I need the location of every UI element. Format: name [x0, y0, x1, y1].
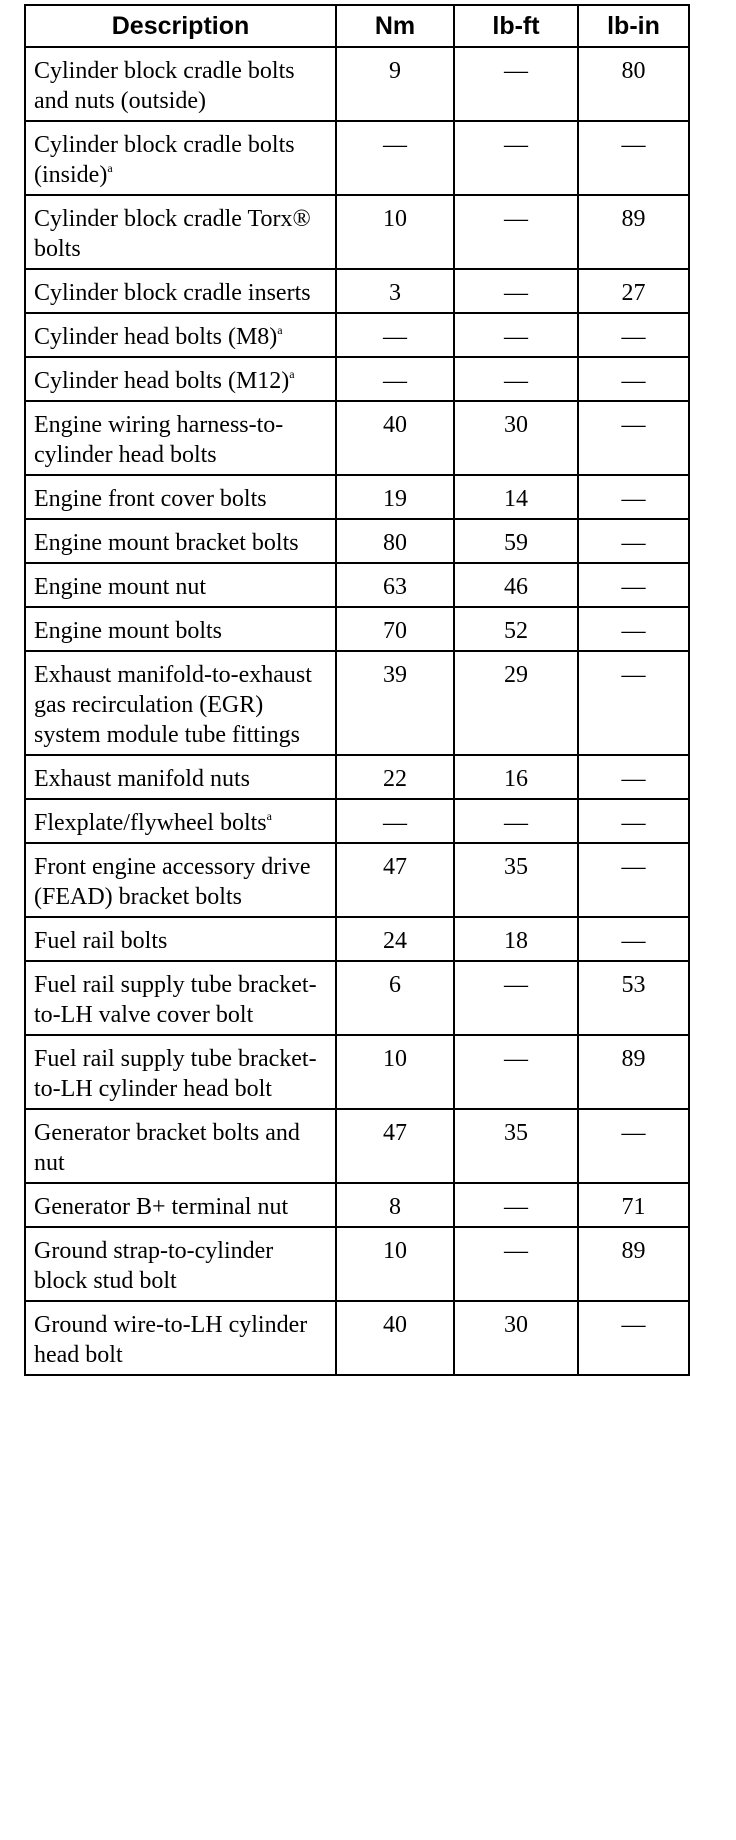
footnote-marker: a — [289, 367, 295, 381]
table-row — [25, 475, 689, 519]
nm-cell: 22 — [336, 755, 454, 799]
lb-in-cell: 89 — [578, 1035, 689, 1109]
lb-ft-cell: 30 — [454, 401, 578, 475]
lb-ft-cell: — — [454, 1183, 578, 1227]
table-row — [25, 651, 689, 755]
lb-ft-cell: 35 — [454, 843, 578, 917]
table-row — [25, 313, 689, 357]
lb-in-cell: 89 — [578, 195, 689, 269]
table-row — [25, 357, 689, 401]
table-row — [25, 917, 689, 961]
description-cell — [25, 961, 336, 1035]
table-row — [25, 121, 689, 195]
nm-cell: 3 — [336, 269, 454, 313]
lb-in-cell: 80 — [578, 47, 689, 121]
description-cell — [25, 1183, 336, 1227]
description-text: Cylinder block cradle inserts — [34, 280, 311, 306]
lb-in-cell: 71 — [578, 1183, 689, 1227]
table-row — [25, 1183, 689, 1227]
lb-ft-cell: 59 — [454, 519, 578, 563]
lb-ft-cell: 52 — [454, 607, 578, 651]
description-text: Exhaust manifold-to-exhaust gas recirculation (EGR) system module tube fittings — [34, 662, 312, 748]
description-text: Front engine accessory drive (FEAD) bracket bolts — [34, 854, 311, 910]
lb-in-cell: 27 — [578, 269, 689, 313]
lb-in-cell: — — [578, 1109, 689, 1183]
nm-cell: — — [336, 799, 454, 843]
nm-cell: 8 — [336, 1183, 454, 1227]
lb-ft-cell: — — [454, 799, 578, 843]
table-row — [25, 961, 689, 1035]
description-text: Fuel rail bolts — [34, 928, 168, 954]
description-cell — [25, 121, 336, 195]
nm-cell: 9 — [336, 47, 454, 121]
description-text: Engine front cover bolts — [34, 486, 267, 512]
nm-cell: 40 — [336, 401, 454, 475]
lb-in-cell: — — [578, 843, 689, 917]
description-text: Cylinder block cradle bolts (inside) — [34, 132, 295, 188]
lb-ft-cell: 16 — [454, 755, 578, 799]
lb-in-cell: — — [578, 563, 689, 607]
description-text: Cylinder block cradle bolts and nuts (outside) — [34, 58, 295, 114]
description-cell — [25, 475, 336, 519]
description-cell — [25, 1301, 336, 1375]
nm-cell: 10 — [336, 1035, 454, 1109]
lb-in-cell: — — [578, 313, 689, 357]
description-cell — [25, 755, 336, 799]
lb-in-cell: — — [578, 651, 689, 755]
table-row — [25, 843, 689, 917]
table-row — [25, 1109, 689, 1183]
nm-cell: 39 — [336, 651, 454, 755]
description-text: Fuel rail supply tube bracket-to-LH valve cover bolt — [34, 972, 317, 1028]
lb-in-cell: — — [578, 357, 689, 401]
description-cell — [25, 563, 336, 607]
description-text: Ground wire-to-LH cylinder head bolt — [34, 1312, 308, 1368]
table-row — [25, 519, 689, 563]
nm-cell: 19 — [336, 475, 454, 519]
lb-in-cell: — — [578, 519, 689, 563]
description-cell — [25, 799, 336, 843]
table-row — [25, 401, 689, 475]
lb-ft-cell: — — [454, 961, 578, 1035]
nm-cell: 6 — [336, 961, 454, 1035]
lb-ft-cell: — — [454, 195, 578, 269]
lb-ft-cell: — — [454, 313, 578, 357]
header-lb-in: lb-in — [578, 5, 689, 47]
lb-ft-cell: — — [454, 269, 578, 313]
lb-ft-cell: 30 — [454, 1301, 578, 1375]
description-cell — [25, 47, 336, 121]
description-text: Generator B+ terminal nut — [34, 1194, 289, 1220]
footnote-marker: a — [277, 323, 283, 337]
lb-ft-cell: — — [454, 1227, 578, 1301]
description-text: Fuel rail supply tube bracket-to-LH cylinder head bolt — [34, 1046, 317, 1102]
header-description: Description — [25, 5, 336, 47]
header-lb-ft: lb-ft — [454, 5, 578, 47]
nm-cell: 10 — [336, 195, 454, 269]
description-cell — [25, 269, 336, 313]
lb-ft-cell: 35 — [454, 1109, 578, 1183]
nm-cell: — — [336, 357, 454, 401]
table-row — [25, 47, 689, 121]
footnote-marker: a — [107, 161, 113, 175]
description-text: Cylinder head bolts (M12) — [34, 368, 290, 394]
table-row — [25, 195, 689, 269]
description-cell — [25, 195, 336, 269]
nm-cell: — — [336, 313, 454, 357]
lb-in-cell: 89 — [578, 1227, 689, 1301]
table-row — [25, 755, 689, 799]
description-text: Engine mount nut — [34, 574, 206, 600]
description-cell — [25, 357, 336, 401]
table-row — [25, 799, 689, 843]
description-text: Engine wiring harness-to-cylinder head bolts — [34, 412, 284, 468]
nm-cell: 47 — [336, 843, 454, 917]
description-cell — [25, 607, 336, 651]
header-nm: Nm — [336, 5, 454, 47]
description-text: Exhaust manifold nuts — [34, 766, 250, 792]
lb-in-cell: — — [578, 121, 689, 195]
lb-ft-cell: 46 — [454, 563, 578, 607]
nm-cell: 10 — [336, 1227, 454, 1301]
description-text: Engine mount bracket bolts — [34, 530, 299, 556]
description-cell — [25, 313, 336, 357]
description-cell — [25, 651, 336, 755]
nm-cell: 24 — [336, 917, 454, 961]
nm-cell: 80 — [336, 519, 454, 563]
description-cell — [25, 917, 336, 961]
nm-cell: — — [336, 121, 454, 195]
description-cell — [25, 1035, 336, 1109]
table-row — [25, 1035, 689, 1109]
footnote-marker: a — [266, 809, 272, 823]
lb-in-cell: 53 — [578, 961, 689, 1035]
nm-cell: 63 — [336, 563, 454, 607]
description-text: Cylinder head bolts (M8) — [34, 324, 278, 350]
table-body — [25, 47, 689, 1375]
lb-in-cell: — — [578, 917, 689, 961]
lb-ft-cell: — — [454, 121, 578, 195]
nm-cell: 40 — [336, 1301, 454, 1375]
description-cell — [25, 519, 336, 563]
lb-ft-cell: — — [454, 1035, 578, 1109]
lb-ft-cell: 29 — [454, 651, 578, 755]
description-text: Cylinder block cradle Torx® bolts — [34, 206, 311, 262]
torque-spec-table — [24, 4, 690, 1376]
description-text: Engine mount bolts — [34, 618, 222, 644]
table-row — [25, 1301, 689, 1375]
lb-ft-cell: — — [454, 357, 578, 401]
nm-cell: 47 — [336, 1109, 454, 1183]
nm-cell: 70 — [336, 607, 454, 651]
table-row — [25, 607, 689, 651]
table-header-row — [25, 5, 689, 47]
description-cell — [25, 843, 336, 917]
lb-in-cell: — — [578, 401, 689, 475]
lb-in-cell: — — [578, 607, 689, 651]
lb-in-cell: — — [578, 475, 689, 519]
description-cell — [25, 1109, 336, 1183]
lb-in-cell: — — [578, 799, 689, 843]
lb-in-cell: — — [578, 755, 689, 799]
description-text: Flexplate/flywheel bolts — [34, 810, 267, 836]
table-row — [25, 563, 689, 607]
lb-ft-cell: — — [454, 47, 578, 121]
table-row — [25, 269, 689, 313]
description-text: Ground strap-to-cylinder block stud bolt — [34, 1238, 274, 1294]
description-text: Generator bracket bolts and nut — [34, 1120, 300, 1176]
lb-in-cell: — — [578, 1301, 689, 1375]
description-cell — [25, 1227, 336, 1301]
table-row — [25, 1227, 689, 1301]
lb-ft-cell: 18 — [454, 917, 578, 961]
description-cell — [25, 401, 336, 475]
lb-ft-cell: 14 — [454, 475, 578, 519]
